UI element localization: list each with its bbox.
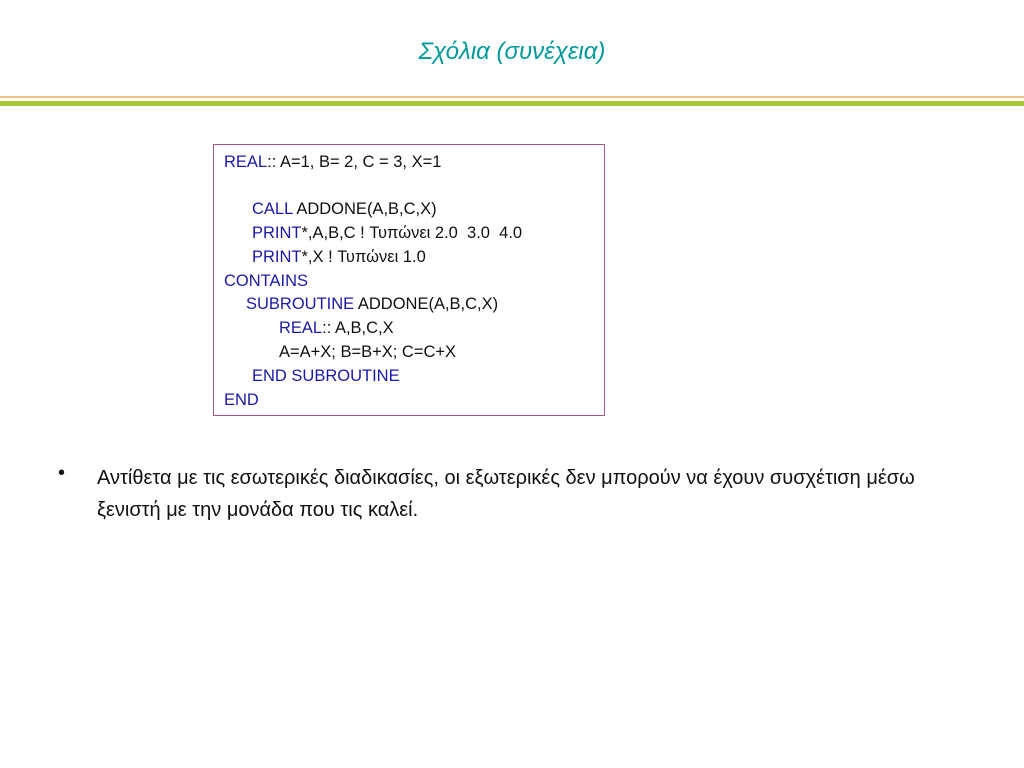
code-box — [213, 144, 605, 416]
bullet-marker: • — [58, 462, 66, 484]
code-text: :: A,B,C,X — [322, 319, 394, 337]
code-text: ADDONE(A,B,C,X) — [292, 200, 437, 218]
bullet-text: Αντίθετα με τις εσωτερικές διαδικασίες, οι εξωτερικές δεν μπορούν να έχουν συσχέτιση μέσω ξενιστή με την μονάδα που τις καλεί. — [97, 467, 915, 521]
code-keyword: END — [224, 391, 259, 409]
code-text: A=A+X; B=B+X; C=C+X — [279, 343, 457, 361]
code-line-2 — [252, 198, 437, 220]
slide-title: Σχόλια (συνέχεια) — [418, 38, 606, 65]
title-divider-thick — [0, 101, 1024, 106]
code-keyword: END SUBROUTINE — [252, 367, 400, 385]
code-text: *,X ! Τυπώνει 1.0 — [301, 248, 426, 266]
code-line-5 — [224, 270, 308, 292]
code-keyword: SUBROUTINE — [246, 295, 355, 313]
title-divider-thin — [0, 96, 1024, 98]
code-line-1 — [224, 151, 441, 173]
code-line-3 — [252, 222, 522, 244]
code-keyword: PRINT — [252, 248, 302, 266]
code-line-4 — [252, 246, 426, 268]
code-text: ADDONE(A,B,C,X) — [354, 295, 499, 313]
code-keyword: REAL — [224, 153, 268, 171]
code-text: :: A=1, B= 2, C = 3, X=1 — [267, 153, 442, 171]
code-text: *,A,B,C ! Τυπώνει 2.0 3.0 4.0 — [301, 224, 523, 242]
code-keyword: REAL — [279, 319, 323, 337]
code-keyword: CALL — [252, 200, 293, 218]
code-keyword: CONTAINS — [224, 272, 309, 290]
code-line-10 — [224, 389, 259, 411]
code-keyword: PRINT — [252, 224, 302, 242]
code-line-6 — [246, 293, 498, 315]
code-line-9 — [252, 365, 400, 387]
code-line-8 — [279, 341, 456, 363]
code-line-7 — [279, 317, 394, 339]
